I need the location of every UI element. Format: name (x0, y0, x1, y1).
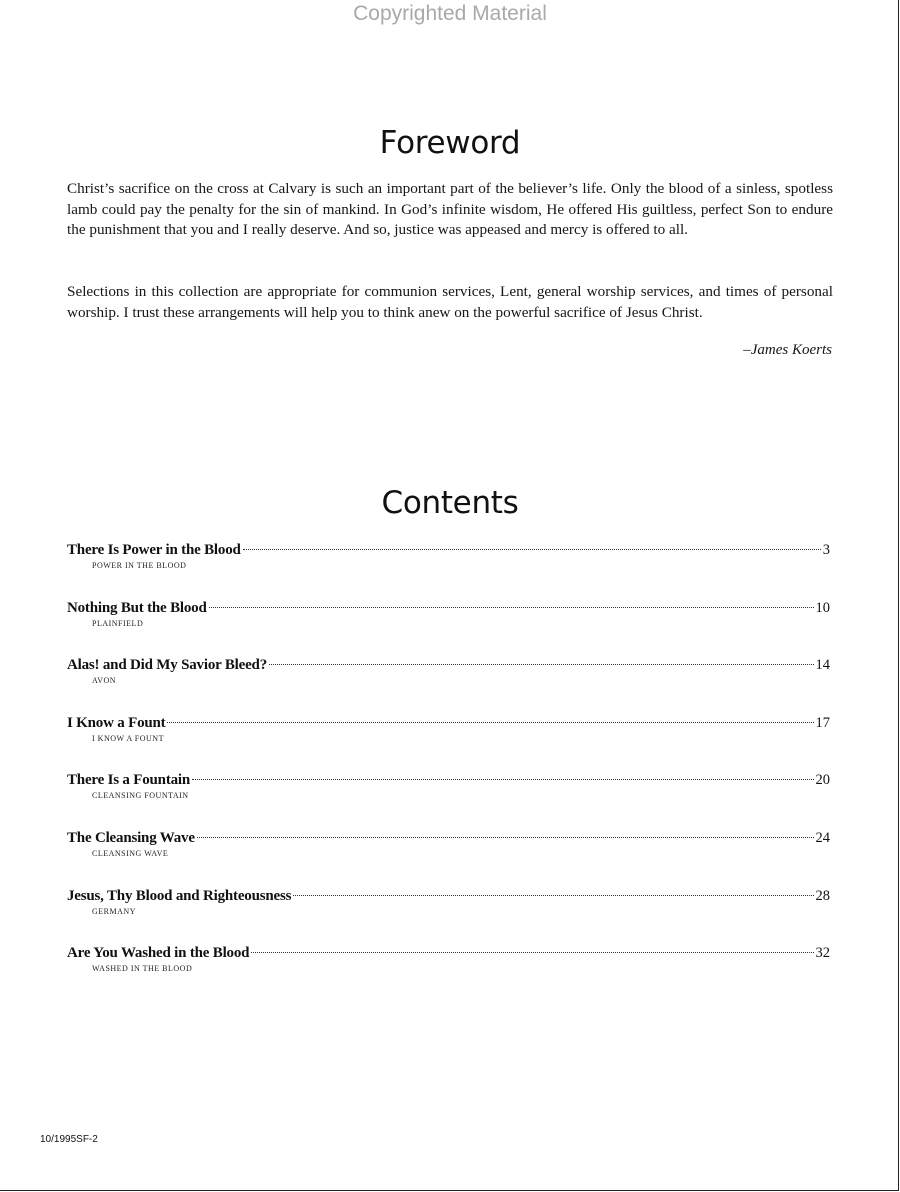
toc-leader-dots (167, 722, 813, 723)
toc-entry[interactable] (67, 655, 830, 713)
foreword-paragraph-1: Christ’s sacrifice on the cross at Calvary is such an important part of the believer’s life. Only the blood of a sinless, spotless lamb could pay the penalty for the sin of mankind. In God’s infinite wisdom, He offered His guiltless, perfect Son to endure the punishment that you and I really deserve. And so, justice was appeased and mercy is offered to all. (67, 180, 833, 238)
toc-entry[interactable] (67, 828, 830, 886)
toc-page-number: 28 (815, 887, 830, 904)
toc-page-number: 20 (815, 772, 830, 789)
toc-leader-dots (269, 664, 814, 665)
foreword-heading: Foreword (379, 124, 521, 161)
toc-tune-name: CLEANSING WAVE (92, 848, 169, 858)
toc-page-number: 24 (815, 829, 830, 846)
toc-page-number: 14 (815, 657, 830, 674)
toc-page-number: 17 (815, 714, 830, 731)
toc-entry-title[interactable]: Are You Washed in the Blood (67, 945, 250, 962)
toc-page-number: 3 (822, 542, 830, 558)
toc-entry[interactable] (67, 770, 830, 828)
toc-tune-name: AVON (92, 676, 117, 686)
toc-entry-title[interactable]: Jesus, Thy Blood and Righteousness (67, 887, 292, 904)
contents-heading: Contents (381, 484, 519, 521)
toc-leader-dots (209, 607, 814, 608)
toc-entry[interactable] (67, 540, 830, 598)
toc-entry-title[interactable]: Alas! and Did My Savior Bleed? (67, 657, 267, 674)
toc-tune-name: I KNOW A FOUNT (92, 733, 164, 743)
toc-page-number: 32 (815, 945, 830, 962)
toc-tune-name: GERMANY (92, 906, 136, 916)
toc-tune-name: PLAINFIELD (92, 618, 144, 628)
author-signature: –James Koerts (743, 342, 832, 358)
toc-tune-name: WASHED IN THE BLOOD (92, 964, 193, 974)
toc-tune-name: CLEANSING FOUNTAIN (92, 791, 189, 801)
toc-leader-dots (197, 837, 814, 838)
toc-leader-dots (251, 952, 813, 953)
toc-leader-dots (243, 549, 821, 550)
toc-entry[interactable] (67, 598, 830, 656)
toc-entry-title[interactable]: The Cleansing Wave (67, 829, 195, 846)
toc-entry-title[interactable]: There Is a Fountain (67, 772, 191, 789)
foreword-paragraph-2: Selections in this collection are appropriate for communion services, Lent, general worship services, and times of personal worship. I trust these arrangements will help you to think anew on the powerful sacrifice of Jesus Christ. (67, 283, 833, 321)
toc-entry-title[interactable]: Nothing But the Blood (67, 599, 207, 616)
copyright-watermark: Copyrighted Material (353, 2, 547, 25)
toc-leader-dots (293, 895, 813, 896)
table-of-contents (67, 540, 830, 1001)
toc-page-number: 10 (815, 599, 830, 616)
toc-entry[interactable] (67, 713, 830, 771)
toc-tune-name: POWER IN THE BLOOD (92, 561, 187, 570)
toc-leader-dots (192, 779, 813, 780)
toc-entry-title[interactable]: There Is Power in the Blood (67, 542, 241, 558)
toc-entry[interactable] (67, 943, 830, 1001)
toc-entry[interactable] (67, 886, 830, 944)
toc-entry-title[interactable]: I Know a Fount (67, 714, 166, 731)
catalog-code: 10/1995SF-2 (40, 1134, 98, 1145)
